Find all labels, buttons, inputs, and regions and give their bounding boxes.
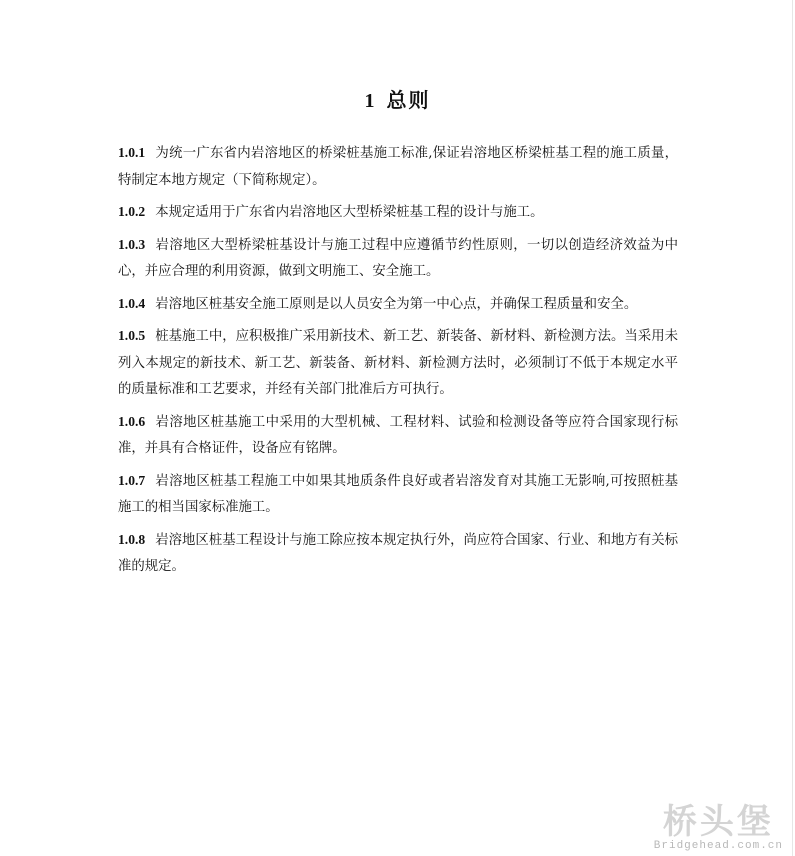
clause-text: 岩溶地区桩基安全施工原则是以人员安全为第一中心点，并确保工程质量和安全。 bbox=[155, 296, 638, 312]
clause-number: 1.0.8 bbox=[118, 531, 146, 547]
clause-text: 岩溶地区大型桥梁桩基设计与施工过程中应遵循节约性原则，一切以创造经济效益为中心，并应合理的利用资源，做到文明施工、安全施工。 bbox=[118, 237, 678, 279]
clause-text: 岩溶地区桩基施工中采用的大型机械、工程材料、试验和检测设备等应符合国家现行标准，并具有合格证件，设备应有铭牌。 bbox=[118, 414, 678, 456]
clause-text: 本规定适用于广东省内岩溶地区大型桥梁桩基工程的设计与施工。 bbox=[155, 205, 544, 220]
clause-item bbox=[118, 409, 678, 463]
clause-item bbox=[118, 140, 678, 194]
clause-item bbox=[118, 291, 678, 319]
watermark-logo: 桥头堡 bbox=[662, 802, 774, 842]
clause-number: 1.0.6 bbox=[118, 413, 146, 429]
watermark bbox=[654, 804, 783, 852]
clause-item bbox=[118, 199, 678, 227]
clause-list bbox=[118, 140, 678, 586]
clause-text: 桩基施工中，应积极推广采用新技术、新工艺、新装备、新材料、新检测方法。当采用未列入本规定的新技术、新工艺、新装备、新材料、新检测方法时，必须制订不低于本规定水平的质量标准和工艺要求，并经有关部门批准后方可执行。 bbox=[118, 329, 678, 397]
clause-number: 1.0.1 bbox=[118, 145, 146, 160]
clause-item bbox=[118, 527, 678, 581]
clause-number: 1.0.2 bbox=[118, 204, 146, 219]
watermark-url: Bridgehead.com.cn bbox=[653, 840, 783, 852]
clause-number: 1.0.4 bbox=[118, 295, 146, 311]
clause-number: 1.0.5 bbox=[118, 328, 146, 343]
clause-item bbox=[118, 468, 678, 522]
clause-number: 1.0.3 bbox=[118, 236, 146, 252]
chapter-title-text: 总则 bbox=[386, 88, 431, 112]
page-edge-divider bbox=[792, 0, 793, 856]
chapter-title bbox=[0, 84, 795, 113]
clause-text: 岩溶地区桩基工程施工中如果其地质条件良好或者岩溶发育对其施工无影响,可按照桩基施工的相当国家标准施工。 bbox=[118, 473, 678, 515]
clause-text: 岩溶地区桩基工程设计与施工除应按本规定执行外，尚应符合国家、行业、和地方有关标准的规定。 bbox=[118, 532, 678, 574]
clause-item bbox=[118, 232, 678, 286]
clause-item bbox=[118, 323, 678, 404]
clause-number: 1.0.7 bbox=[118, 472, 146, 488]
clause-text: 为统一广东省内岩溶地区的桥梁桩基施工标准,保证岩溶地区桥梁桩基工程的施工质量，特制定本地方规定（下简称规定）。 bbox=[118, 146, 678, 188]
chapter-number: 1 bbox=[364, 90, 377, 112]
